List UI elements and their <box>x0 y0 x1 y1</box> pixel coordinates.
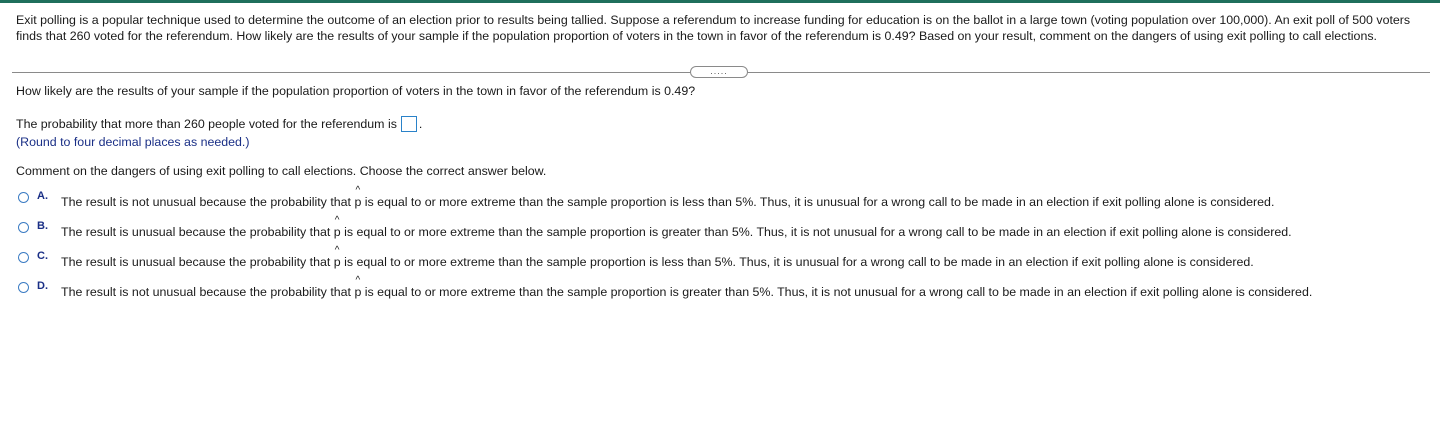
option-b[interactable] <box>18 215 1292 239</box>
p-hat-symbol: ^ p <box>333 215 341 239</box>
option-text <box>61 245 1254 269</box>
expand-toggle-button[interactable]: ..... <box>690 66 748 78</box>
probability-answer-input[interactable] <box>401 116 417 132</box>
probability-line <box>16 116 422 132</box>
option-text-pre: The result is not unusual because the probability that <box>61 285 355 299</box>
option-text-post: is equal to or more extreme than the sample proportion is greater than 5%. Thus, it is not unusual for a wrong call to be made in an election if exit polling alone is considered. <box>340 225 1292 239</box>
option-c[interactable] <box>18 245 1254 269</box>
radio-icon[interactable] <box>18 222 29 233</box>
probability-prefix: The probability that more than 260 people voted for the referendum is <box>16 117 397 131</box>
option-text <box>61 185 1275 209</box>
option-d[interactable] <box>18 275 1313 299</box>
p-hat-symbol: ^ p <box>333 245 341 269</box>
option-text-pre: The result is unusual because the probability that <box>61 255 334 269</box>
p-hat-var: p <box>354 285 362 299</box>
option-a[interactable] <box>18 185 1275 209</box>
radio-icon[interactable] <box>18 252 29 263</box>
p-hat-symbol: ^ p <box>354 185 362 209</box>
option-letter: D. <box>37 280 48 292</box>
p-hat-symbol: ^ p <box>354 275 362 299</box>
option-text-pre: The result is unusual because the probability that <box>61 225 334 239</box>
option-letter: B. <box>37 220 48 232</box>
question-text: How likely are the results of your sample if the population proportion of voters in the town in favor of the referendum is 0.49? <box>16 84 696 98</box>
radio-icon[interactable] <box>18 192 29 203</box>
option-text-post: is equal to or more extreme than the sample proportion is less than 5%. Thus, it is unusual for a wrong call to be made in an election if exit polling alone is considered. <box>340 255 1254 269</box>
probability-suffix: . <box>418 117 423 131</box>
option-letter: A. <box>37 190 48 202</box>
rounding-note: (Round to four decimal places as needed.) <box>16 135 250 149</box>
option-text <box>61 215 1292 239</box>
radio-icon[interactable] <box>18 282 29 293</box>
p-hat-var: p <box>333 225 341 239</box>
comment-prompt: Comment on the dangers of using exit polling to call elections. Choose the correct answer below. <box>16 164 547 178</box>
option-letter: C. <box>37 250 48 262</box>
problem-statement: Exit polling is a popular technique used to determine the outcome of an election prior to results being tallied. Suppose a referendum to increase funding for education is on the ballot in a large town (voting population over 100,000). An exit poll of 500 voters finds that 260 voted for the referendum. How likely are the results of your sample if the population proportion of voters in the town in favor of the referendum is 0.49? Based on your result, comment on the dangers of using exit polling to call elections. <box>16 13 1411 43</box>
p-hat-var: p <box>354 195 362 209</box>
option-text <box>61 275 1313 299</box>
p-hat-var: p <box>333 255 341 269</box>
option-text-post: is equal to or more extreme than the sample proportion is greater than 5%. Thus, it is not unusual for a wrong call to be made in an election if exit polling alone is considered. <box>361 285 1313 299</box>
top-accent-bar <box>0 0 1440 3</box>
option-text-post: is equal to or more extreme than the sample proportion is less than 5%. Thus, it is unusual for a wrong call to be made in an election if exit polling alone is considered. <box>361 195 1275 209</box>
option-text-pre: The result is not unusual because the probability that <box>61 195 355 209</box>
